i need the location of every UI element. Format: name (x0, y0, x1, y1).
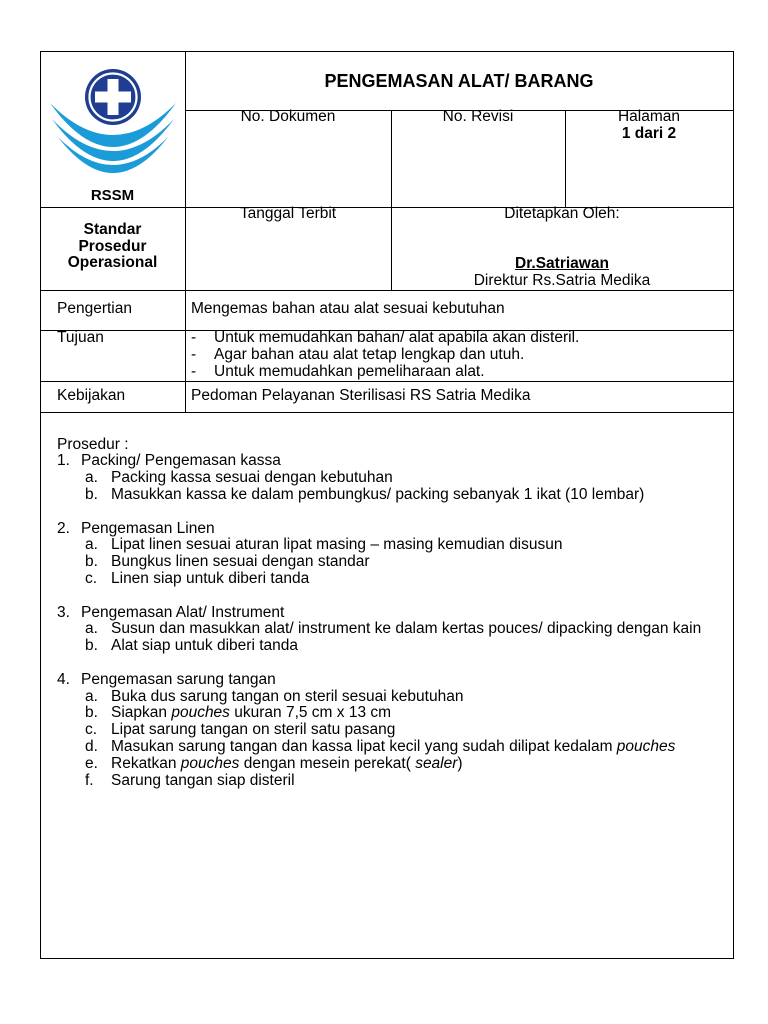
section-title-line (57, 453, 727, 470)
purpose-label: Tujuan (57, 329, 104, 346)
step-text: Sarung tangan siap disteril (111, 771, 295, 789)
step-marker: c. (85, 721, 98, 739)
step-text: Lipat linen sesuai aturan lipat masing – masing kemudian disusun (111, 536, 563, 554)
procedure-step (57, 739, 727, 756)
page-label: Halaman (617, 107, 681, 125)
page-number: 1 dari 2 (621, 124, 677, 142)
issue-date-label: Tanggal Terbit (239, 205, 337, 222)
step-text-part: dengan mesein perekat( (239, 754, 416, 772)
step-marker: e. (85, 754, 98, 772)
purpose-text: Agar bahan atau alat tetap lengkap dan utuh. (214, 345, 525, 363)
step-text-italic: pouches (180, 754, 240, 772)
step-text: Alat siap untuk diberi tanda (111, 637, 298, 655)
logo-caption: RSSM (90, 187, 135, 204)
step-text (111, 756, 463, 773)
step-marker: b. (85, 704, 98, 722)
policy-text: Pedoman Pelayanan Sterilisasi RS Satria Medika (191, 386, 531, 404)
section-title-line (57, 605, 727, 622)
section-title-line (57, 521, 727, 538)
step-text: Susun dan masukkan alat/ instrument ke dalam kertas pouces/ dipacking dengan kain (111, 620, 702, 638)
procedure-step (57, 722, 727, 739)
step-text-part: ukuran 7,5 cm x 13 cm (229, 704, 392, 722)
step-marker: a. (85, 620, 98, 638)
step-marker: c. (85, 570, 98, 588)
section-title-line (57, 672, 727, 689)
section-number: 3. (57, 603, 70, 621)
step-marker: a. (85, 536, 98, 554)
procedure-heading-text: Prosedur : (57, 435, 129, 453)
definition-text: Mengemas bahan atau alat sesuai kebutuhan (191, 299, 505, 317)
procedure-step (57, 756, 727, 773)
procedure-step (57, 621, 727, 638)
procedure-step (57, 689, 727, 706)
rssm-logo (40, 51, 185, 181)
bullet-marker: - (191, 329, 197, 346)
step-marker: f. (85, 771, 94, 789)
procedure-step (57, 537, 727, 554)
section-number: 4. (57, 670, 70, 688)
procedure-section (57, 605, 727, 655)
procedure-section (57, 521, 727, 588)
procedure-step (57, 554, 727, 571)
step-text-italic: pouches (616, 738, 676, 756)
procedure-step (57, 705, 727, 722)
medical-cross-icon (85, 69, 141, 125)
sop-label-line: Standar (83, 220, 142, 238)
step-text-italic: sealer (415, 754, 458, 772)
purpose-text: Untuk memudahkan bahan/ alat apabila akan disteril. (214, 329, 580, 346)
step-text-part: Siapkan (111, 704, 172, 722)
document-number-label: No. Dokumen (240, 107, 336, 125)
revision-label: No. Revisi (442, 107, 514, 125)
purpose-text: Untuk memudahkan pemeliharaan alat. (214, 362, 485, 380)
procedure-step (57, 571, 727, 588)
document-title: PENGEMASAN ALAT/ BARANG (324, 71, 594, 91)
sop-label-line: Operasional (67, 254, 158, 272)
step-marker: b. (85, 637, 98, 655)
step-text: Bungkus linen sesuai dengan standar (111, 553, 370, 571)
step-text: Packing kassa sesuai dengan kebutuhan (111, 469, 393, 487)
section-title: Pengemasan Linen (81, 519, 215, 537)
step-marker: b. (85, 553, 98, 571)
bullet-marker: - (191, 345, 197, 363)
procedure-step (57, 470, 727, 487)
step-marker: b. (85, 486, 98, 504)
procedure-block (57, 437, 727, 790)
step-marker: a. (85, 687, 98, 705)
sop-label-line: Prosedur (78, 237, 147, 255)
approved-by-label: Ditetapkan Oleh: (504, 205, 620, 222)
step-text-italic: pouches (171, 704, 230, 722)
procedure-heading (57, 437, 727, 454)
step-marker: a. (85, 469, 98, 487)
approver-name: Dr.Satriawan (515, 254, 609, 272)
step-text-part: ) (457, 754, 463, 772)
step-text (111, 705, 391, 722)
section-title: Pengemasan sarung tangan (81, 670, 276, 688)
row-divider (40, 290, 733, 291)
step-text: Masukkan kassa ke dalam pembungkus/ packing sebanyak 1 ikat (10 lembar) (111, 486, 645, 504)
definition-label: Pengertian (57, 299, 132, 317)
policy-label: Kebijakan (57, 386, 126, 404)
section-number: 2. (57, 519, 70, 537)
step-text: Lipat sarung tangan on steril satu pasang (111, 721, 396, 739)
row-divider (40, 381, 733, 382)
procedure-section (57, 672, 727, 790)
procedure-section (57, 453, 727, 503)
row-divider (40, 412, 733, 413)
approver-position: Direktur Rs.Satria Medika (473, 271, 651, 289)
procedure-step (57, 487, 727, 504)
bullet-marker: - (191, 362, 197, 380)
step-marker: d. (85, 738, 98, 756)
step-text (111, 739, 675, 756)
section-title: Packing/ Pengemasan kassa (81, 452, 281, 470)
step-text-part: Rekatkan (111, 754, 181, 772)
step-text-part: Masukan sarung tangan dan kassa lipat kecil yang sudah dilipat kedalam (111, 738, 617, 756)
procedure-step (57, 638, 727, 655)
section-number: 1. (57, 452, 70, 470)
step-text: Linen siap untuk diberi tanda (111, 570, 310, 588)
step-text: Buka dus sarung tangan on steril sesuai kebutuhan (111, 687, 464, 705)
procedure-step (57, 773, 727, 790)
label-column-divider (185, 51, 186, 412)
section-title: Pengemasan Alat/ Instrument (81, 603, 285, 621)
